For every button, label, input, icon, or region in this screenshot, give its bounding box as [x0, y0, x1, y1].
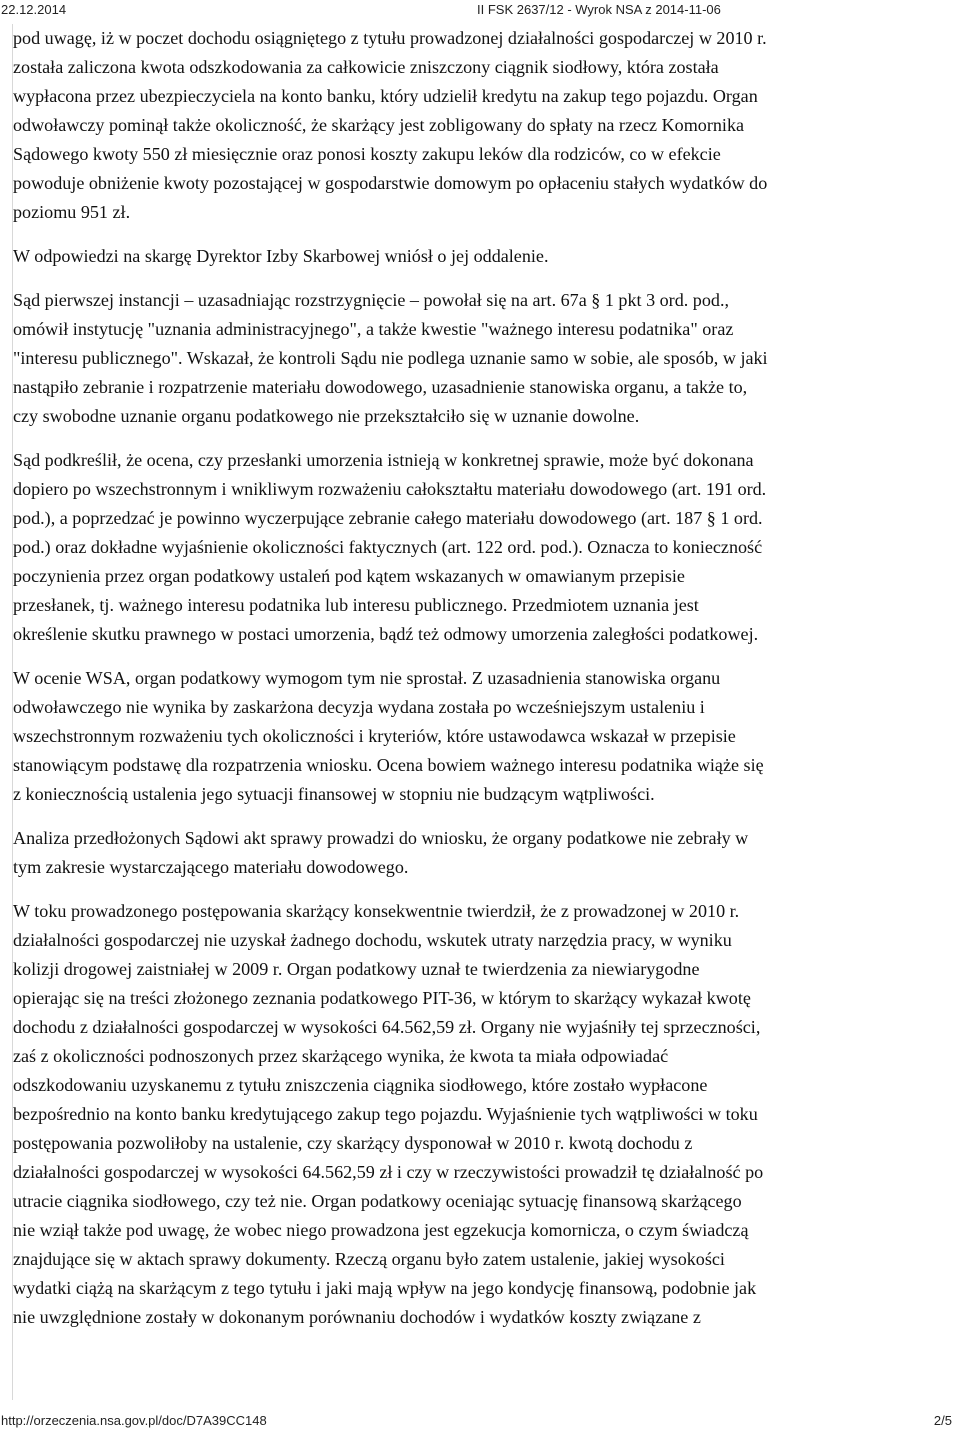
paragraph	[13, 242, 953, 271]
print-footer	[1, 1413, 952, 1429]
text-line: została zaliczona kwota odszkodowania za całkowicie zniszczony ciągnik siodłowy, która została	[13, 57, 719, 77]
text-line: dochodu z działalności gospodarczej w wysokości 64.562,59 zł. Organy nie wyjaśniły tej sprzeczności,	[13, 1017, 761, 1037]
text-line: opierając się na treści złożonego zeznania podatkowego PIT-36, w którym to skarżący wykazał kwotę	[13, 988, 751, 1008]
text-line: działalności gospodarczej w wysokości 64.562,59 zł i czy w rzeczywistości prowadził tę działalność po	[13, 1162, 764, 1182]
text-line: poczynienia przez organ podatkowy ustaleń pod kątem wskazanych w omawianym przepisie	[13, 566, 685, 586]
paragraph	[13, 824, 953, 882]
text-line: Sąd podkreślił, że ocena, czy przesłanki umorzenia istnieją w konkretnej sprawie, może być dokonana	[13, 450, 754, 470]
text-line: zaś z okoliczności podnoszonych przez skarżącego wynika, że kwota ta miała odpowiadać	[13, 1046, 669, 1066]
text-line: postępowania pozwoliłoby na ustalenie, czy skarżący dysponował w 2010 r. kwotą dochodu z	[13, 1133, 693, 1153]
text-line: "interesu publicznego". Wskazał, że kontroli Sądu nie podlega uznanie samo w sobie, ale sposób, w jaki	[13, 348, 768, 368]
text-line: nie uwzględnione zostały w dokonanym porównaniu dochodów i wydatków koszty związane z	[13, 1307, 701, 1327]
text-line: powoduje obniżenie kwoty pozostającej w gospodarstwie domowym po opłaceniu stałych wydatków do	[13, 173, 768, 193]
text-line: pod.) oraz dokładne wyjaśnienie okoliczności faktycznych (art. 122 ord. pod.). Oznacza to konieczność	[13, 537, 763, 557]
text-line: bezpośrednio na konto banku kredytującego zakup tego pojazdu. Wyjaśnienie tych wątpliwości w toku	[13, 1104, 758, 1124]
text-line: W toku prowadzonego postępowania skarżący konsekwentnie twierdził, że z prowadzonej w 2010 r.	[13, 901, 740, 921]
text-line: poziomu 951 zł.	[13, 202, 131, 222]
header-title: II FSK 2637/12 - Wyrok NSA z 2014-11-06	[477, 2, 721, 17]
text-line: nie wziął także pod uwagę, że wobec niego prowadzona jest egzekucja komornicza, o czym świadczą	[13, 1220, 749, 1240]
text-line: stanowiącym podstawę dla rozpatrzenia wniosku. Ocena bowiem ważnego interesu podatnika wiąże się	[13, 755, 764, 775]
header-date: 22.12.2014	[1, 2, 67, 17]
text-line: przesłanek, tj. ważnego interesu podatnika lub interesu publicznego. Przedmiotem uznania jest	[13, 595, 699, 615]
text-line: z koniecznością ustalenia jego sytuacji finansowej w stopniu nie budzącym wątpliwości.	[13, 784, 655, 804]
text-line: wszechstronnym rozważeniu tych okoliczności i kryteriów, które ustawodawca wskazał w przepisie	[13, 726, 736, 746]
text-line: nastąpiło zebranie i rozpatrzenie materiału dowodowego, uzasadnienie stanowiska organu, a także to,	[13, 377, 748, 397]
text-line: Analiza przedłożonych Sądowi akt sprawy prowadzi do wniosku, że organy podatkowe nie zebrały w	[13, 828, 749, 848]
text-line: czy swobodne uznanie organu podatkowego nie przekształciło się w uznanie dowolne.	[13, 406, 640, 426]
text-line: określenie skutku prawnego w postaci umorzenia, bądź też odmowy umorzenia zaległości podatkowej.	[13, 624, 759, 644]
text-line: pod.), a poprzedzać je powinno wyczerpujące zebranie całego materiału dowodowego (art. 187 § 1 ord.	[13, 508, 763, 528]
text-line: dopiero po wszechstronnym i wnikliwym rozważeniu całokształtu materiału dowodowego (art. 191 ord.	[13, 479, 767, 499]
text-line: pod uwagę, iż w poczet dochodu osiągniętego z tytułu prowadzonej działalności gospodarczej w 2010 r.	[13, 28, 767, 48]
text-line: omówił instytucję "uznania administracyjnego", a także kwestie "ważnego interesu podatnika" oraz	[13, 319, 734, 339]
text-line: utracie ciągnika siodłowego, czy też nie. Organ podatkowy oceniając sytuację finansową skarżącego	[13, 1191, 742, 1211]
text-line: odwoławczy pominął także okoliczność, że skarżący jest zobligowany do spłaty na rzecz Komornika	[13, 115, 745, 135]
text-line: kolizji drogowej zaistniałej w 2009 r. Organ podatkowy uznał te twierdzenia za niewiarygodne	[13, 959, 700, 979]
text-line: W odpowiedzi na skargę Dyrektor Izby Skarbowej wniósł o jej oddalenie.	[13, 246, 549, 266]
text-line: odwoławczego nie wynika by zaskarżona decyzja wydana została po wcześniejszym ustaleniu i	[13, 697, 705, 717]
paragraph	[13, 664, 953, 809]
text-line: wydatki ciążą na skarżącym z tego tytułu i jaki mają wpływ na jego kondycję finansową, podobnie jak	[13, 1278, 757, 1298]
text-line: działalności gospodarczej nie uzyskał żadnego dochodu, wskutek utraty narzędzia pracy, w wyniku	[13, 930, 732, 950]
footer-url: http://orzeczenia.nsa.gov.pl/doc/D7A39CC148	[1, 1413, 267, 1428]
document-body	[12, 24, 953, 1400]
text-line: wypłacona przez ubezpieczyciela na konto banku, który udzielił kredytu na zakup tego pojazdu. Organ	[13, 86, 758, 106]
text-line: Sąd pierwszej instancji – uzasadniając rozstrzygnięcie – powołał się na art. 67a § 1 pkt 3 ord. pod.,	[13, 290, 729, 310]
paragraph	[13, 446, 953, 649]
print-header	[1, 2, 952, 18]
text-line: odszkodowaniu uzyskanemu z tytułu zniszczenia ciągnika siodłowego, które zostało wypłacone	[13, 1075, 708, 1095]
text-line: W ocenie WSA, organ podatkowy wymogom tym nie sprostał. Z uzasadnienia stanowiska organu	[13, 668, 721, 688]
text-line: Sądowego kwoty 550 zł miesięcznie oraz ponosi koszty zakupu leków dla rodziców, co w efekcie	[13, 144, 721, 164]
text-line: znajdujące się w aktach sprawy dokumenty. Rzeczą organu było zatem ustalenie, jakiej wysokości	[13, 1249, 725, 1269]
paragraph	[13, 286, 953, 431]
paragraph	[13, 24, 953, 227]
paragraph	[13, 897, 953, 1332]
page-number: 2/5	[933, 1413, 952, 1428]
text-line: tym zakresie wystarczającego materiału dowodowego.	[13, 857, 409, 877]
